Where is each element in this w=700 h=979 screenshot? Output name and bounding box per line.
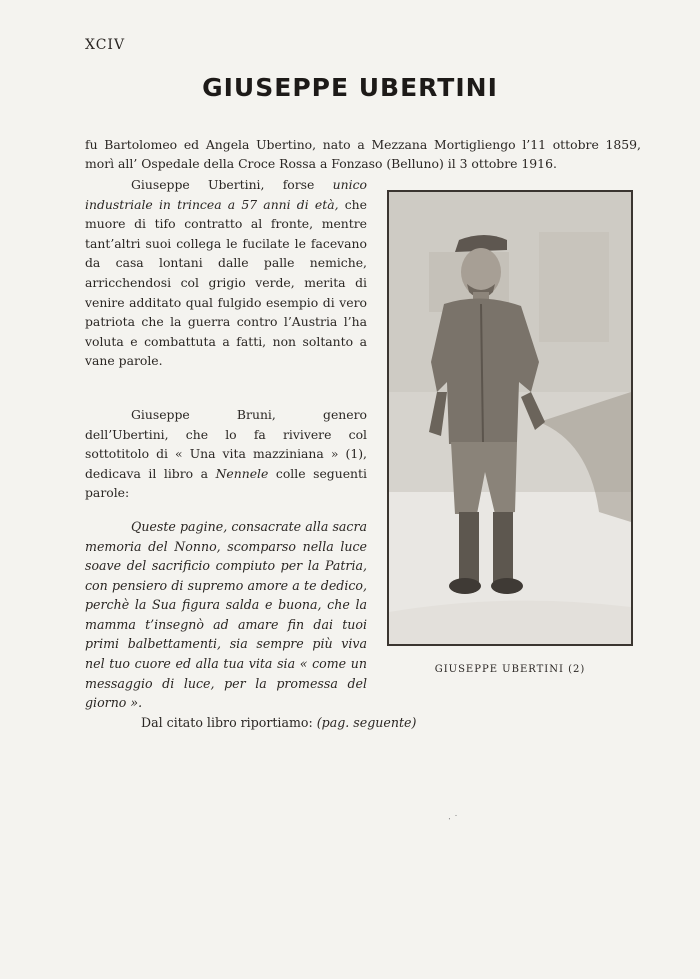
paragraph-2-before: Giuseppe Bruni, genero dell’Ubertini, che lo fa rivivere col sottotitolo di « Una vita mazziniana » (1), dedicava il libro a: [85, 406, 367, 481]
paper-speck: ‧ ˙: [448, 815, 459, 825]
portrait-photo: [387, 190, 633, 646]
intro-paragraph: [85, 135, 641, 173]
paragraph-2: [85, 405, 367, 503]
intro-text: fu Bartolomeo ed Angela Ubertino, nato a Mezzana Mortigliengo l’11 ottobre 1859, morì all’ Ospedale della Croce Rossa a Fonzaso (Belluno) il 3 ottobre 1916.: [85, 137, 641, 171]
paragraph-1-rest: che muore di tifo contratto al fronte, mentre tant’altri suoi collega le fucilate le facevano da casa lontani dalle palle nemiche, arricchendosi col grigio verde, merita di venire additato qual fulgido esempio di vero patriota che la guerra contro l’Austria l’ha voluta e combattuta a fatti, non soltanto a vane parole.: [85, 196, 367, 369]
footer-italic: (pag. seguente): [316, 715, 417, 730]
portrait-illustration: [389, 192, 631, 644]
footer-line: [141, 715, 416, 730]
paragraph-1-italic: unico industriale in trincea a 57 anni di età,: [85, 177, 367, 212]
page-title: GIUSEPPE UBERTINI: [202, 73, 498, 102]
paragraph-2-after: colle seguenti parole:: [85, 465, 367, 501]
footer-text: Dal citato libro riportiamo:: [141, 715, 313, 730]
paragraph-1-name: Giuseppe Ubertini, forse: [131, 177, 315, 192]
paragraph-1: [85, 175, 367, 371]
dedication-quote: Queste pagine, consacrate alla sacra memoria del Nonno, scomparso nella luce soave del sacrificio compiuto per la Patria, con pensiero di supremo amore a te dedico, perchè la Sua figura salda e buona, che la mamma t’insegnò ad amare fin dai tuoi primi balbettamenti, sia sempre più viva nel tuo cuore ed alla tua vita sia « come un messaggio di luce, per la promessa del giorno ».: [85, 518, 367, 711]
paragraph-2-italic: Nennele: [215, 465, 269, 481]
text-column: [85, 175, 367, 713]
photo-caption: GIUSEPPE UBERTINI (2): [434, 664, 586, 675]
page-number: XCIV: [85, 37, 126, 53]
